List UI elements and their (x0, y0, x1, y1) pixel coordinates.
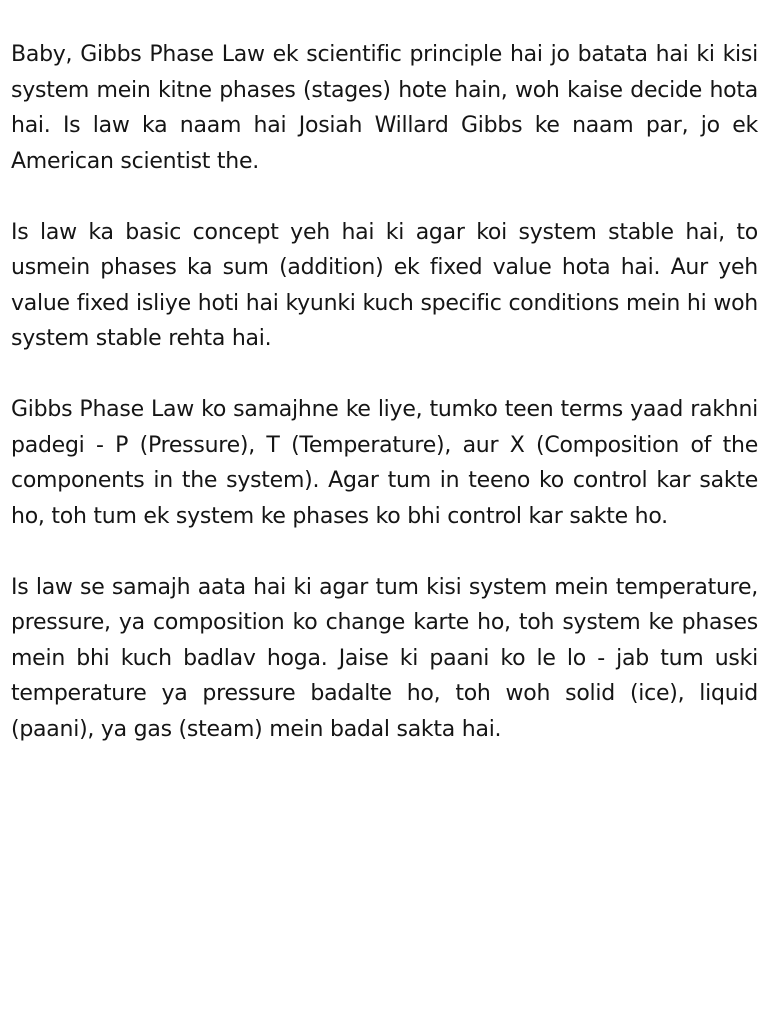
paragraph-terms: Gibbs Phase Law ko samajhne ke liye, tumko teen terms yaad rakhni padegi - P (Pressure), T (Temperature), aur X (Composition of the components in the system). Agar tum in teeno ko control kar sakte ho, toh tum ek system ke phases ko bhi control kar sakte ho. (11, 397, 758, 529)
paragraph-intro: Baby, Gibbs Phase Law ek scientific principle hai jo batata hai ki kisi system mein kitne phases (stages) hote hain, woh kaise decide hota hai. Is law ka naam hai Josiah Willard Gibbs ke naam par, jo ek American scientist the. (11, 42, 758, 174)
paragraph-basic-concept: Is law ka basic concept yeh hai ki agar koi system stable hai, to usmein phases ka sum (addition) ek fixed value hota hai. Aur yeh value fixed isliye hoti hai kyunki kuch specific conditions mein hi woh system stable rehta hai. (11, 219, 758, 351)
document-body (11, 37, 758, 783)
paragraph-example: Is law se samajh aata hai ki agar tum kisi system mein temperature, pressure, ya composition ko change karte ho, toh system ke phases mein bhi kuch badlav hoga. Jaise ki paani ko le lo - jab tum uski temperature ya pressure badalte ho, toh woh solid (ice), liquid (paani), ya gas (steam) mein badal sakta hai. (11, 574, 758, 742)
